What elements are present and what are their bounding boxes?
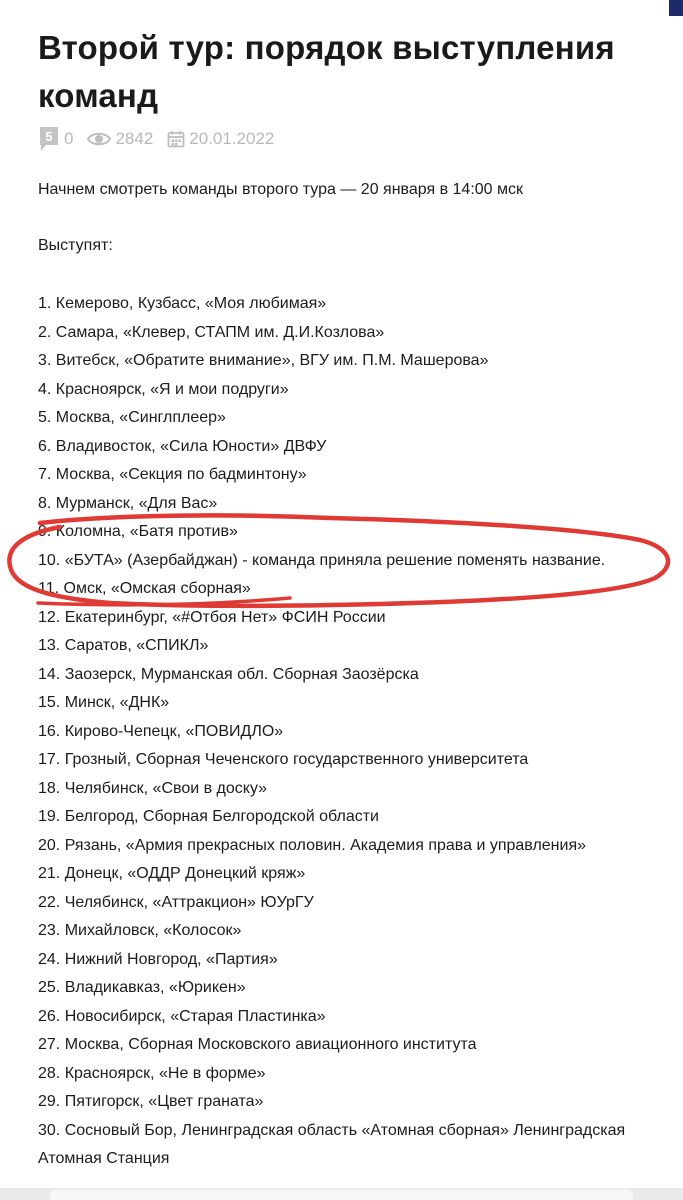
list-item: 17. Грозный, Сборная Чеченского государственного университета (38, 751, 529, 768)
list-item: 29. Пятигорск, «Цвет граната» (38, 1093, 264, 1110)
views-count (87, 129, 153, 149)
list-item: 11. Омск, «Омская сборная» (38, 580, 251, 597)
list-item: 21. Донецк, «ОДДР Донецкий кряж» (38, 865, 306, 882)
eye-icon (87, 131, 111, 147)
list-item: 8. Мурманск, «Для Вас» (38, 494, 218, 512)
list-item: 16. Кирово-Чепецк, «ПОВИДЛО» (38, 722, 284, 740)
list-item: 23. Михайловск, «Колосок» (38, 922, 242, 939)
svg-text:5: 5 (45, 129, 53, 144)
list-item: 13. Саратов, «СПИКЛ» (38, 637, 209, 654)
list-item: 4. Красноярск, «Я и мои подруги» (38, 380, 289, 398)
list-item: 5. Москва, «Синглплеер» (38, 409, 226, 426)
list-item: 15. Минск, «ДНК» (38, 694, 170, 711)
list-item: 24. Нижний Новгород, «Партия» (38, 950, 278, 968)
list-item: 18. Челябинск, «Свои в доску» (38, 779, 268, 797)
list-item: 22. Челябинск, «Аттракцион» ЮУрГУ (38, 893, 314, 911)
list-item: 20. Рязань, «Армия прекрасных половин. Академия права и управления» (38, 836, 587, 854)
performers-label: Выступят: (38, 237, 113, 254)
calendar-icon (167, 130, 185, 148)
list-item: 28. Красноярск, «Не в форме» (38, 1064, 266, 1082)
comments-count[interactable] (38, 125, 73, 153)
comments-value: 0 (64, 129, 74, 148)
article (38, 24, 678, 1174)
intro-text: Начнем смотреть команды второго тура — 20 января в 14:00 мск (38, 181, 524, 198)
date-value: 20.01.2022 (189, 129, 275, 148)
list-item: 2. Самара, «Клевер, СТАПМ им. Д.И.Козлова» (38, 323, 385, 341)
top-bar (0, 0, 683, 16)
list-item: 19. Белгород, Сборная Белгородской области (38, 808, 379, 825)
list-item: 12. Екатеринбург, «#Отбоя Нет» ФСИН России (38, 608, 386, 626)
list-item: 9. Коломна, «Батя против» (38, 523, 238, 540)
bottom-toolbar (50, 1190, 633, 1200)
list-item: 26. Новосибирск, «Старая Пластинка» (38, 1007, 326, 1025)
list-item: 30. Сосновый Бор, Ленинградская область «Атомная сборная» Ленинградская Атомная Станция (38, 1121, 626, 1167)
views-value: 2842 (115, 129, 154, 148)
list-item: 25. Владикавказ, «Юрикен» (38, 979, 246, 996)
list-item: 7. Москва, «Секция по бадминтону» (38, 466, 307, 483)
list-item: 6. Владивосток, «Сила Юности» ДВФУ (38, 437, 327, 455)
page-title: Второй тур: порядок выступления команд (38, 29, 615, 114)
list-item: 27. Москва, Сборная Московского авиационного института (38, 1036, 477, 1053)
list-item: 14. Заозерск, Мурманская обл. Сборная Заозёрска (38, 665, 419, 683)
list-item: 3. Витебск, «Обратите внимание», ВГУ им. П.М. Машерова» (38, 352, 489, 369)
article-meta (38, 124, 678, 154)
header-accent (669, 0, 683, 16)
list-item: 10. «БУТА» (Азербайджан) - команда приняла решение поменять название. (38, 551, 606, 569)
list-item: 1. Кемерово, Кузбасс, «Моя любимая» (38, 295, 327, 312)
publish-date (167, 129, 274, 149)
comment-badge-icon (38, 125, 60, 153)
team-list (38, 290, 683, 1174)
